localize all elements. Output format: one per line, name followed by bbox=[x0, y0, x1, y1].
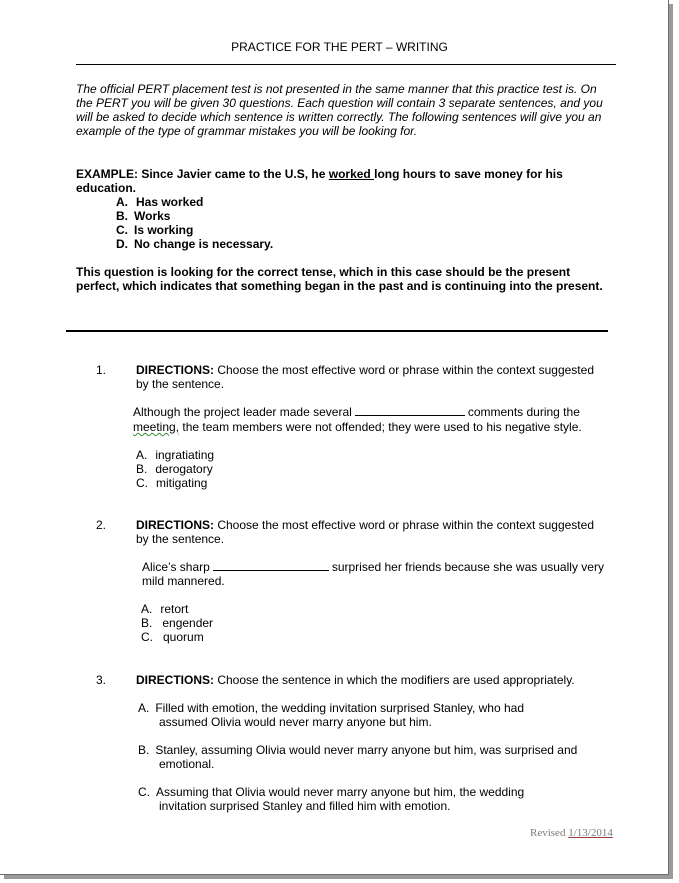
example-option-a: A. Has worked bbox=[116, 195, 204, 209]
question-2-number: 2. bbox=[96, 518, 107, 532]
question-3-option-a[interactable]: A. Filled with emotion, the wedding invitation surprised Stanley, who had bbox=[138, 701, 524, 715]
question-3-number: 3. bbox=[96, 673, 107, 687]
example-option-d: D. No change is necessary. bbox=[116, 237, 274, 251]
question-2-option-c[interactable]: C. quorum bbox=[141, 630, 204, 644]
question-2-directions-line-2: by the sentence. bbox=[136, 532, 225, 546]
example-question bbox=[76, 167, 563, 181]
intro-line-4: example of the type of grammar mistakes you will be looking for. bbox=[76, 124, 418, 138]
section-divider bbox=[66, 330, 608, 332]
question-1-option-a[interactable]: A. ingratiating bbox=[136, 448, 215, 462]
intro-line-3: will be asked to decide which sentence is written correctly. The following sentences will give you an bbox=[76, 110, 602, 124]
question-1-sentence: Although the project leader made several comments during the bbox=[133, 405, 580, 419]
question-2-blank bbox=[213, 560, 329, 571]
example-prefix: EXAMPLE: Since Javier came to the U.S, he bbox=[76, 167, 329, 181]
question-1-directions: DIRECTIONS: Choose the most effective word or phrase within the context suggested bbox=[136, 363, 594, 377]
question-1-sentence-line-2: meeting, the team members were not offended; they were used to his negative style. bbox=[133, 420, 582, 434]
example-suffix: long hours to save money for his bbox=[374, 167, 563, 181]
example-option-c: C. Is working bbox=[116, 223, 194, 237]
question-3-option-a-line-2: assumed Olivia would never marry anyone but him. bbox=[159, 715, 432, 729]
example-question-line-2: education. bbox=[76, 181, 137, 195]
question-1-option-b[interactable]: B. derogatory bbox=[136, 462, 213, 476]
example-explanation-line-1: This question is looking for the correct tense, which in this case should be the present bbox=[76, 265, 571, 279]
intro-line-2: the PERT you will be given 30 questions. Each question will contain 3 separate sentences, and you bbox=[76, 96, 603, 110]
question-3-option-b[interactable]: B. Stanley, assuming Olivia would never marry anyone but him, was surprised and bbox=[138, 743, 578, 757]
question-1-directions-line-2: by the sentence. bbox=[136, 377, 225, 391]
question-2-sentence-line-2: mild mannered. bbox=[142, 574, 225, 588]
question-3-option-c-line-2: invitation surprised Stanley and filled him with emotion. bbox=[159, 799, 451, 813]
title-divider bbox=[76, 64, 616, 65]
question-2-directions: DIRECTIONS: Choose the most effective word or phrase within the context suggested bbox=[136, 518, 594, 532]
question-3-directions: DIRECTIONS: Choose the sentence in which the modifiers are used appropriately. bbox=[136, 673, 575, 687]
page-title: PRACTICE FOR THE PERT – WRITING bbox=[231, 40, 448, 54]
question-1-option-c[interactable]: C. mitigating bbox=[136, 476, 208, 490]
example-underlined-word: worked bbox=[328, 167, 375, 181]
example-explanation-line-2: perfect, which indicates that something began in the past and is continuing into the present. bbox=[76, 279, 603, 293]
question-1-blank bbox=[355, 405, 465, 416]
question-2-option-a[interactable]: A. retort bbox=[141, 602, 189, 616]
question-1-number: 1. bbox=[96, 363, 107, 377]
question-2-sentence: Alice’s sharp surprised her friends because she was usually very bbox=[142, 560, 604, 574]
example-option-b: B. Works bbox=[116, 209, 171, 223]
intro-line-1: The official PERT placement test is not presented in the same manner that this practice test is. On bbox=[76, 82, 597, 96]
question-3-option-c[interactable]: C. Assuming that Olivia would never marry anyone but him, the wedding bbox=[138, 785, 525, 799]
question-2-option-b[interactable]: B. engender bbox=[141, 616, 214, 630]
question-3-option-b-line-2: emotional. bbox=[159, 757, 215, 771]
revised-date-footer: Revised 1/13/2014 bbox=[530, 827, 613, 839]
